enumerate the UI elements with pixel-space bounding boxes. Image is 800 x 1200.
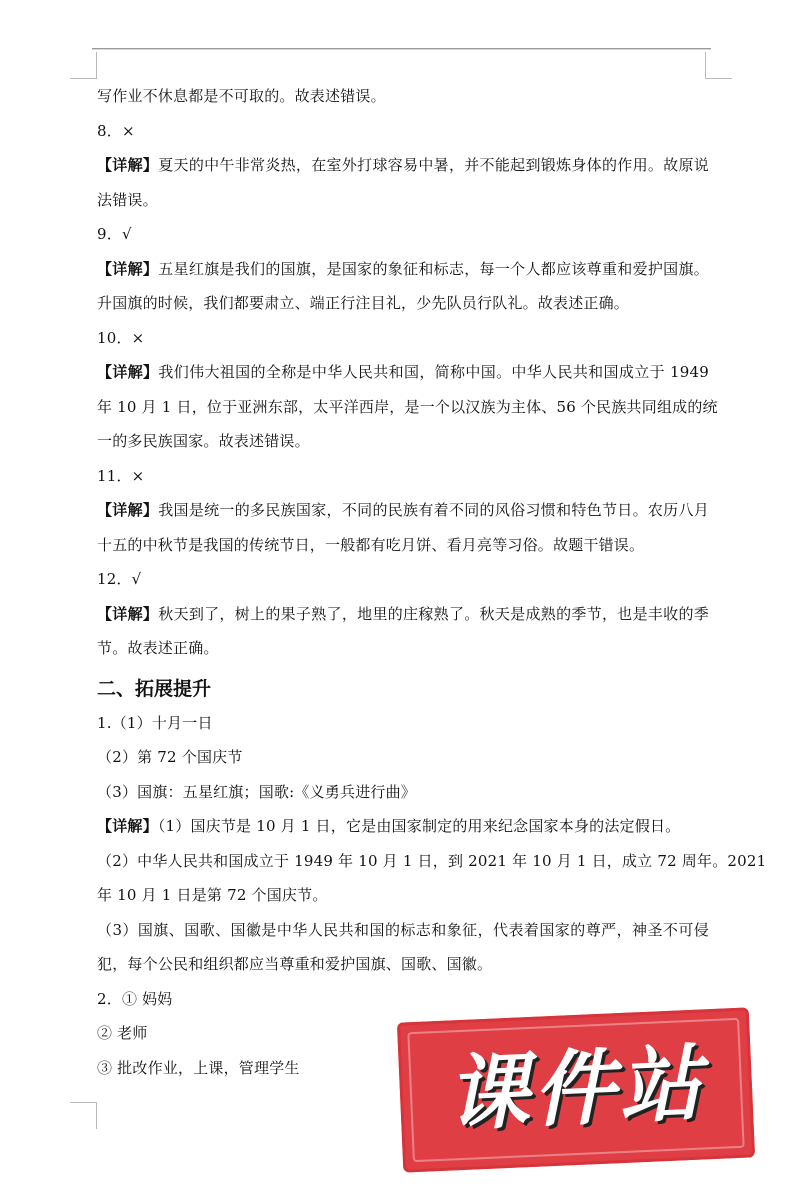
detail-tag: 【详解】: [97, 817, 158, 835]
crop-mark-bottom-left: [70, 1102, 97, 1129]
text-line: 年 10 月 1 日是第 72 个国庆节。: [97, 886, 328, 904]
answer-1-3: （3）国旗：五星红旗；国歌:《义勇兵进行曲》: [97, 782, 416, 801]
answer-9: 9．√: [97, 225, 132, 243]
answer-10: 10．×: [97, 328, 145, 347]
explanation-8: 【详解】夏天的中午非常炎热，在室外打球容易中暑，并不能起到锻炼身体的作用。故原说: [97, 156, 709, 174]
answer-2-1: 2．① 妈妈: [97, 989, 173, 1008]
crop-mark-top-right: [705, 52, 732, 79]
document-body: [97, 84, 767, 1090]
detail-tag: 【详解】: [97, 259, 159, 278]
answer-12: 12．√: [97, 570, 142, 588]
explanation-11: 【详解】我国是统一的多民族国家，不同的民族有着不同的风俗习惯和特色节日。农历八月: [97, 501, 709, 519]
answer-11: 11．×: [97, 466, 145, 485]
text-line: 年 10 月 1 日，位于亚洲东部，太平洋西岸，是一个以汉族为主体、56 个民族共同组成的统: [97, 397, 718, 416]
text-line: （3）国旗、国歌、国徽是中华人民共和国的标志和象征，代表着国家的尊严，神圣不可侵: [97, 920, 709, 939]
explanation-9: 【详解】五星红旗是我们的国旗，是国家的象征和标志，每一个人都应该尊重和爱护国旗。: [97, 259, 709, 278]
text-line: 十五的中秋节是我国的传统节日，一般都有吃月饼、看月亮等习俗。故题干错误。: [97, 535, 645, 554]
detail-tag: 【详解】: [97, 156, 159, 174]
text-line: 节。故表述正确。: [97, 639, 219, 657]
explanation-12: 【详解】秋天到了，树上的果子熟了，地里的庄稼熟了。秋天是成熟的季节，也是丰收的季: [97, 604, 709, 623]
section-heading: 二、拓展提升: [97, 677, 212, 700]
detail-tag: 【详解】: [97, 363, 159, 381]
explanation-1: 【详解】（1）国庆节是 10 月 1 日，它是由国家制定的用来纪念国家本身的法定假日。: [97, 817, 681, 835]
answer-8: 8．×: [97, 121, 135, 140]
answer-1-2: （2）第 72 个国庆节: [97, 748, 243, 766]
header-rule: [92, 48, 711, 49]
text-line: 法错误。: [97, 190, 158, 209]
answer-2-2: ② 老师: [97, 1024, 148, 1042]
detail-tag: 【详解】: [97, 501, 159, 519]
answer-1-1: 1.（1）十月一日: [97, 713, 213, 732]
crop-mark-top-left: [70, 52, 97, 79]
text-line: 升国旗的时候，我们都要肃立、端正行注目礼，少先队员行队礼。故表述正确。: [97, 294, 630, 312]
explanation-10: 【详解】我们伟大祖国的全称是中华人民共和国，简称中国。中华人民共和国成立于 1949: [97, 363, 709, 381]
text-line: （2）中华人民共和国成立于 1949 年 10 月 1 日，到 2021 年 10 月 1 日，成立 72 周年。2021: [97, 851, 767, 870]
watermark-stamp: [397, 1007, 755, 1172]
text-line: 一的多民族国家。故表述错误。: [97, 432, 310, 450]
text-line: 犯，每个公民和组织都应当尊重和爱护国旗、国歌、国徽。: [97, 955, 493, 973]
text-line: 写作业不休息都是不可取的。故表述错误。: [97, 87, 386, 105]
detail-tag: 【详解】: [97, 604, 159, 623]
answer-2-3: ③ 批改作业，上课，管理学生: [97, 1058, 300, 1077]
watermark-stamp-text: 课件站: [445, 1036, 707, 1143]
